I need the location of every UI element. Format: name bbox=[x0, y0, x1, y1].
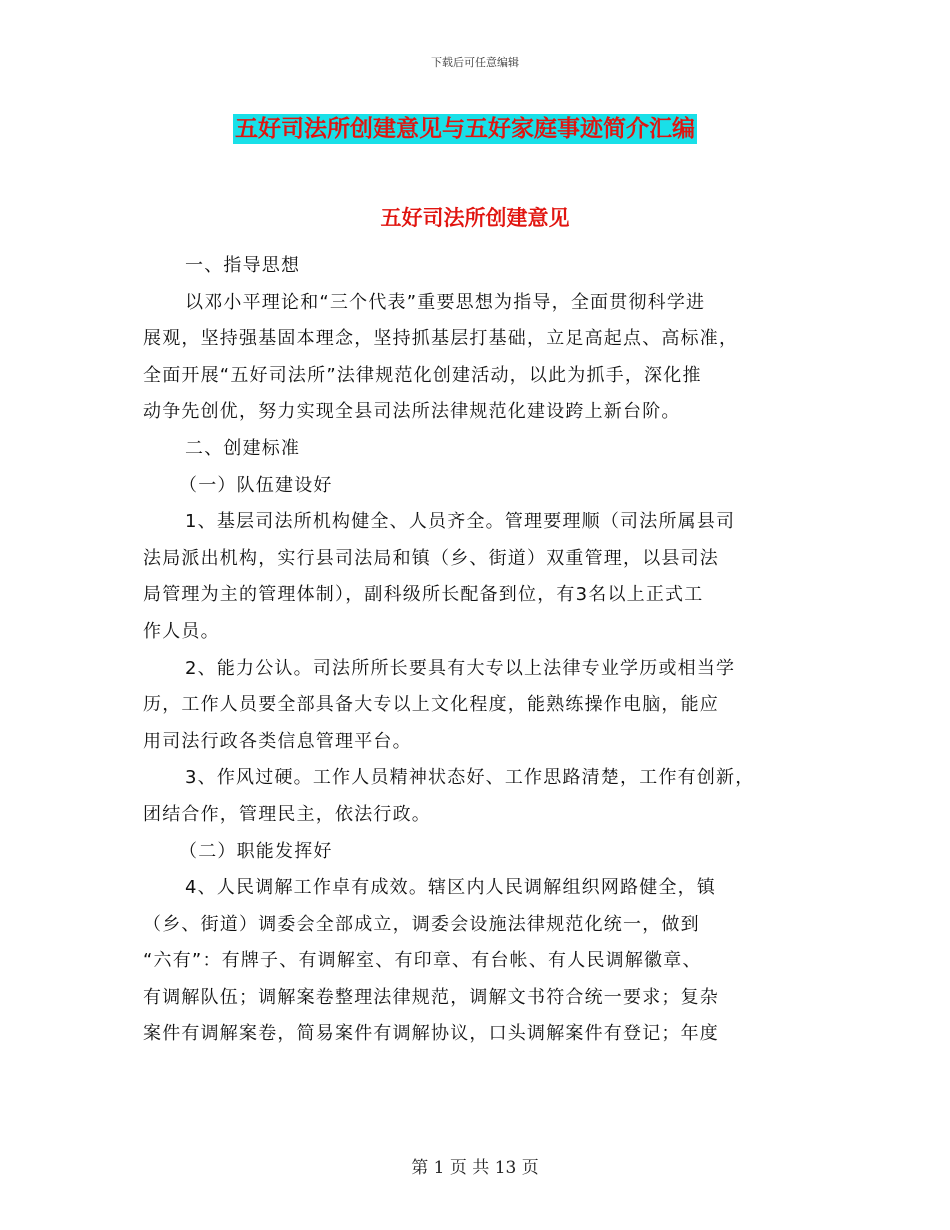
paragraph-line: 2、能力公认。司法所所长要具有大专以上法律专业学历或相当学 bbox=[185, 657, 736, 679]
paragraph-line: 局管理为主的管理体制），副科级所长配备到位，有3名以上正式工 bbox=[143, 584, 704, 606]
page-header-note: 下载后可任意编辑 bbox=[431, 56, 519, 69]
paragraph-line: 有调解队伍；调解案卷整理法律规范，调解文书符合统一要求；复杂 bbox=[143, 986, 719, 1008]
subheading-function: （二）职能发挥好 bbox=[179, 840, 333, 862]
section-title: 五好司法所创建意见 bbox=[380, 205, 570, 230]
paragraph-line: 3、作风过硬。工作人员精神状态好、工作思路清楚，工作有创新， bbox=[185, 767, 755, 789]
paragraph-line: “六有”：有牌子、有调解室、有印章、有台帐、有人民调解徽章、 bbox=[143, 950, 702, 972]
paragraph-line: 展观，坚持强基固本理念，坚持抓基层打基础，立足高起点、高标准， bbox=[143, 328, 739, 350]
subheading-team-building: （一）队伍建设好 bbox=[179, 474, 333, 496]
paragraph-line: 法局派出机构，实行县司法局和镇（乡、街道）双重管理，以县司法 bbox=[143, 547, 719, 569]
paragraph-line: （乡、街道）调委会全部成立，调委会设施法律规范化统一，做到 bbox=[143, 913, 700, 935]
paragraph-line: 案件有调解案卷，简易案件有调解协议，口头调解案件有登记；年度 bbox=[143, 1023, 719, 1045]
paragraph-line: 全面开展“五好司法所”法律规范化创建活动，以此为抓手，深化推 bbox=[143, 364, 702, 386]
paragraph-line: 用司法行政各类信息管理平台。 bbox=[143, 730, 412, 752]
paragraph-line: 动争先创优，努力实现全县司法所法律规范化建设跨上新台阶。 bbox=[143, 401, 681, 423]
body-text bbox=[143, 248, 823, 1053]
paragraph-line: 作人员。 bbox=[143, 620, 220, 642]
heading-guiding-thought: 一、指导思想 bbox=[185, 255, 301, 276]
document-title-block bbox=[233, 114, 763, 144]
page-number-footer: 第 1 页 共 13 页 bbox=[411, 1158, 539, 1178]
document-title: 五好司法所创建意见与五好家庭事迹简介汇编 bbox=[235, 115, 695, 142]
paragraph-line: 4、人民调解工作卓有成效。辖区内人民调解组织网路健全，镇 bbox=[185, 877, 717, 899]
paragraph-line: 以邓小平理论和“三个代表”重要思想为指导，全面贯彻科学进 bbox=[185, 291, 706, 313]
heading-standards: 二、创建标准 bbox=[185, 437, 301, 459]
paragraph-line: 团结合作，管理民主，依法行政。 bbox=[143, 803, 431, 825]
paragraph-line: 1、基层司法所机构健全、人员齐全。管理要理顺（司法所属县司 bbox=[185, 511, 736, 533]
paragraph-line: 历，工作人员要全部具备大专以上文化程度，能熟练操作电脑，能应 bbox=[143, 694, 719, 716]
